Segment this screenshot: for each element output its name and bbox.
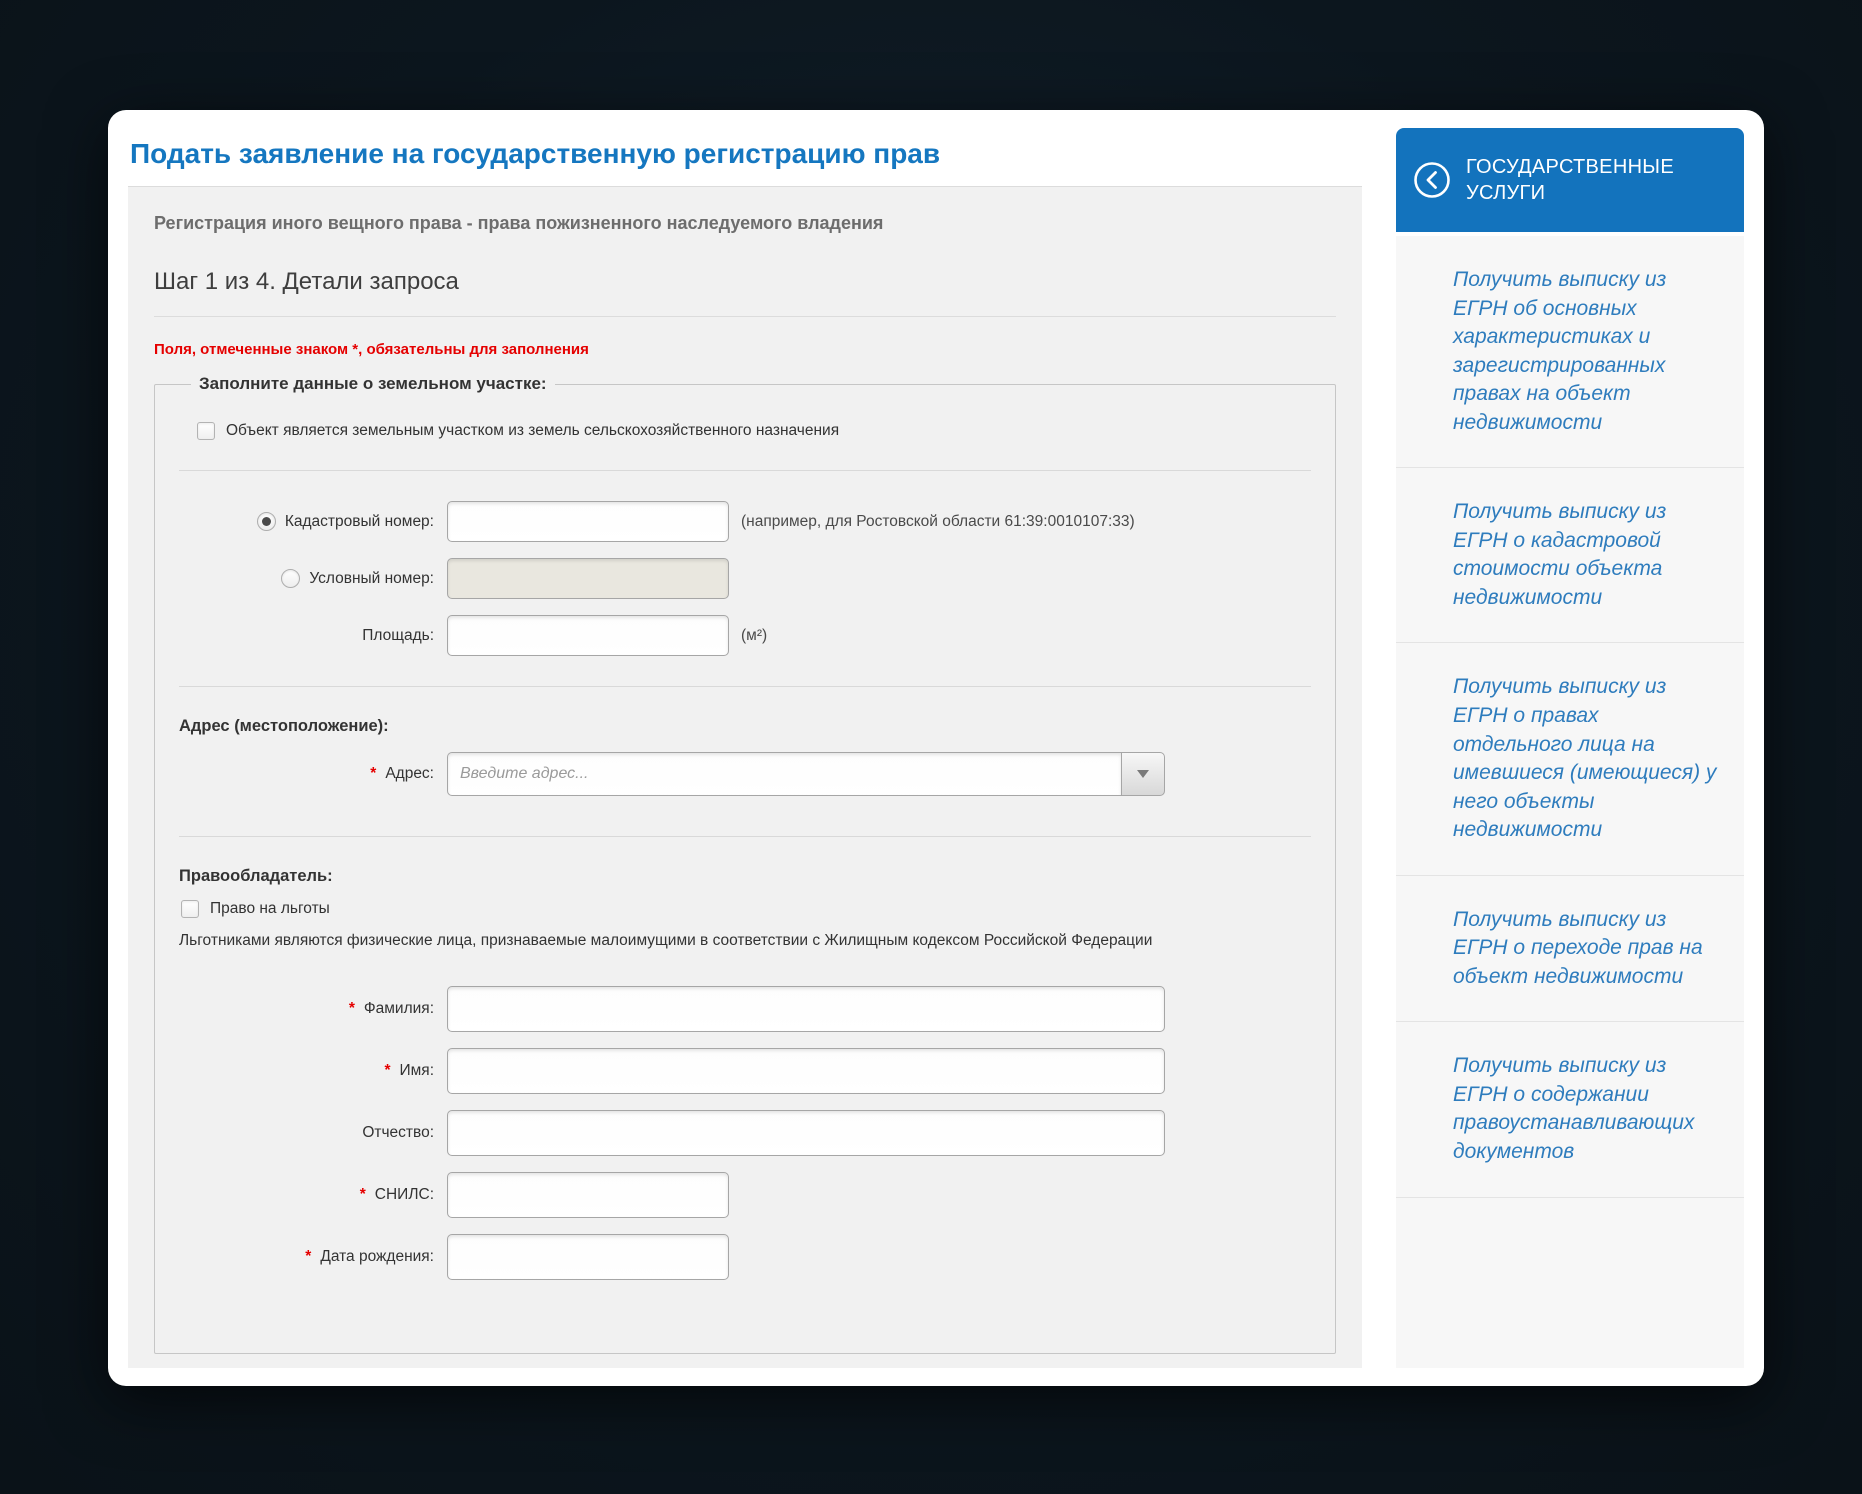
surname-label-cell — [179, 1000, 447, 1018]
area-row — [179, 615, 1311, 656]
sidebar-link-list — [1396, 236, 1744, 1368]
form-area — [128, 187, 1362, 1368]
sidebar-link-egrn-person-rights[interactable]: Получить выписку из ЕГРН о правах отдельного лица на имевшиеся (имеющиеся) у него объекты недвижимости — [1396, 643, 1744, 875]
service-subtitle: Регистрация иного вещного права - права пожизненного наследуемого владения — [154, 213, 884, 233]
address-label: Адрес: — [385, 765, 434, 782]
birthdate-input[interactable] — [447, 1234, 729, 1280]
required-asterisk: * — [384, 1062, 391, 1080]
main-content — [128, 128, 1362, 1368]
snils-row — [179, 1172, 1311, 1218]
required-asterisk: * — [370, 765, 377, 782]
patronymic-label-cell — [179, 1124, 447, 1142]
benefits-checkbox[interactable] — [181, 900, 199, 918]
benefits-checkbox-row — [181, 900, 1311, 918]
address-section-heading: Адрес (местоположение): — [179, 717, 389, 735]
firstname-label-cell — [179, 1062, 447, 1080]
area-label-cell — [179, 627, 447, 645]
step-heading: Шаг 1 из 4. Детали запроса — [154, 268, 1336, 317]
chevron-left-circle-icon[interactable] — [1412, 160, 1452, 200]
cadastral-number-row — [179, 501, 1311, 542]
benefits-checkbox-label: Право на льготы — [210, 900, 330, 917]
app-card — [108, 110, 1764, 1386]
divider — [179, 836, 1311, 837]
land-parcel-fieldset — [154, 374, 1336, 1354]
cadastral-label-cell — [179, 512, 447, 531]
patronymic-input[interactable] — [447, 1110, 1165, 1156]
cadastral-number-input[interactable] — [447, 501, 729, 542]
firstname-input[interactable] — [447, 1048, 1165, 1094]
address-label-cell — [179, 765, 447, 783]
snils-label-cell — [179, 1186, 447, 1204]
sidebar-spacer — [1396, 1198, 1744, 1368]
benefits-note: Льготниками являются физические лица, признаваемые малоимущими в соответствии с Жилищным кодексом Российской Федерации — [179, 932, 1153, 949]
cadastral-number-hint: (например, для Ростовской области 61:39:0010107:33) — [741, 512, 1135, 530]
birthdate-label: Дата рождения: — [320, 1248, 434, 1266]
address-combobox — [447, 752, 1165, 796]
address-dropdown-button[interactable] — [1121, 752, 1165, 796]
birthdate-row — [179, 1234, 1311, 1280]
owner-section-heading: Правообладатель: — [179, 867, 333, 885]
conditional-number-input — [447, 558, 729, 599]
land-fieldset-legend: Заполните данные о земельном участке: — [199, 374, 547, 393]
address-row — [179, 752, 1311, 796]
chevron-down-icon — [1137, 770, 1149, 778]
cadastral-number-label: Кадастровый номер: — [284, 512, 434, 530]
snils-input[interactable] — [447, 1172, 729, 1218]
sidebar-link-egrn-rights-transfer[interactable]: Получить выписку из ЕГРН о переходе прав на объект недвижимости — [1396, 876, 1744, 1023]
sidebar-header-title: ГОСУДАРСТВЕННЫЕ УСЛУГИ — [1466, 156, 1674, 204]
surname-input[interactable] — [447, 986, 1165, 1032]
required-asterisk: * — [359, 1186, 366, 1204]
conditional-number-label: Условный номер: — [309, 569, 434, 587]
snils-label: СНИЛС: — [374, 1186, 434, 1204]
patronymic-row — [179, 1110, 1311, 1156]
divider — [179, 470, 1311, 471]
sidebar-link-egrn-main-characteristics[interactable]: Получить выписку из ЕГРН об основных характеристиках и зарегистрированных правах на объект недвижимости — [1396, 236, 1744, 468]
surname-row — [179, 986, 1311, 1032]
area-unit-label: (м²) — [741, 626, 768, 644]
patronymic-label: Отчество: — [362, 1124, 434, 1142]
required-fields-note: Поля, отмеченные знаком *, обязательны для заполнения — [154, 341, 589, 358]
agricultural-checkbox-label: Объект является земельным участком из земель сельскохозяйственного назначения — [226, 422, 840, 439]
sidebar-link-egrn-title-documents[interactable]: Получить выписку из ЕГРН о содержании правоустанавливающих документов — [1396, 1022, 1744, 1197]
birthdate-label-cell — [179, 1248, 447, 1266]
page-title: Подать заявление на государственную регистрацию прав — [128, 128, 1362, 187]
area-label: Площадь: — [362, 626, 434, 644]
area-input[interactable] — [447, 615, 729, 656]
divider — [179, 686, 1311, 687]
surname-label: Фамилия: — [363, 1000, 434, 1018]
required-asterisk: * — [348, 1000, 355, 1018]
sidebar — [1396, 128, 1744, 1368]
firstname-label: Имя: — [399, 1062, 434, 1080]
conditional-label-cell — [179, 569, 447, 588]
address-input[interactable] — [447, 752, 1121, 796]
required-asterisk: * — [305, 1248, 312, 1266]
cadastral-number-radio[interactable] — [257, 512, 276, 531]
conditional-number-radio[interactable] — [281, 569, 300, 588]
sidebar-link-egrn-cadastral-value[interactable]: Получить выписку из ЕГРН о кадастровой стоимости объекта недвижимости — [1396, 468, 1744, 643]
firstname-row — [179, 1048, 1311, 1094]
agricultural-checkbox-row — [197, 422, 1311, 440]
sidebar-header — [1396, 128, 1744, 232]
conditional-number-row — [179, 558, 1311, 599]
agricultural-land-checkbox[interactable] — [197, 422, 215, 440]
